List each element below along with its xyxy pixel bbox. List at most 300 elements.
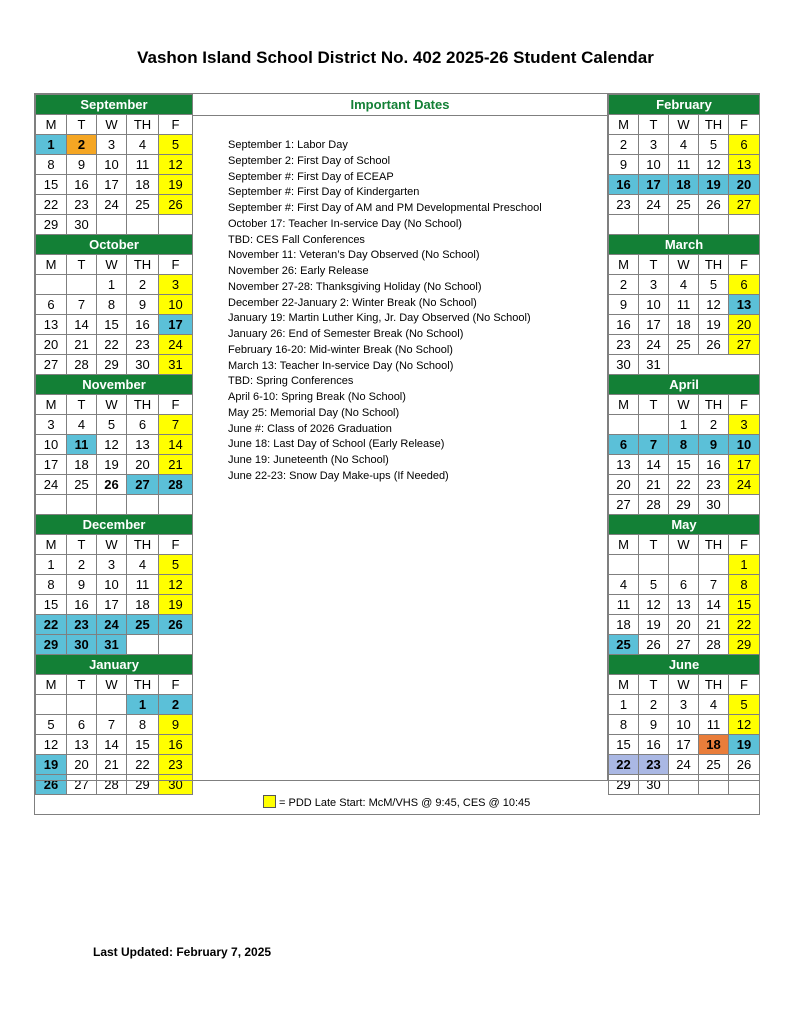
day-cell: 23 [127, 335, 159, 355]
day-cell: 26 [159, 195, 193, 215]
weekday-label: M [609, 535, 639, 555]
left-month-column [35, 94, 193, 795]
page-title: Vashon Island School District No. 402 2025-26 Student Calendar [137, 48, 654, 67]
week-row [609, 155, 760, 175]
week-row [36, 435, 193, 455]
week-row [36, 635, 193, 655]
day-cell [639, 555, 669, 575]
weekday-label: F [729, 395, 760, 415]
day-cell: 17 [36, 455, 67, 475]
day-cell: 6 [729, 135, 760, 155]
weekday-label: TH [699, 255, 729, 275]
day-cell: 22 [36, 615, 67, 635]
day-cell: 18 [669, 175, 699, 195]
weekday-label: T [639, 115, 669, 135]
day-cell: 8 [127, 715, 159, 735]
day-cell: 19 [639, 615, 669, 635]
day-cell: 28 [97, 775, 127, 795]
day-cell: 15 [97, 315, 127, 335]
week-row [36, 295, 193, 315]
day-cell: 23 [67, 615, 97, 635]
month-header-january: January [36, 655, 193, 675]
important-date-item: TBD: CES Fall Conferences [228, 233, 365, 246]
week-row [609, 475, 760, 495]
day-cell: 13 [36, 315, 67, 335]
important-date-item: February 16-20: Mid-winter Break (No School) [228, 343, 453, 356]
day-cell: 14 [639, 455, 669, 475]
important-date-item: May 25: Memorial Day (No School) [228, 406, 400, 419]
day-cell: 12 [729, 715, 760, 735]
day-cell: 21 [699, 615, 729, 635]
day-cell: 2 [609, 275, 639, 295]
weekday-label: M [36, 115, 67, 135]
day-cell: 27 [729, 335, 760, 355]
important-date-item: September #: First Day of AM and PM Developmental Preschool [228, 202, 542, 214]
important-date-item: November 27-28: Thanksgiving Holiday (No School) [228, 280, 482, 293]
day-cell [609, 415, 639, 435]
day-cell: 17 [639, 315, 669, 335]
day-cell: 1 [729, 555, 760, 575]
weekday-label: T [639, 395, 669, 415]
week-row [36, 475, 193, 495]
day-cell: 31 [159, 355, 193, 375]
day-cell: 26 [159, 615, 193, 635]
weekday-label: M [609, 395, 639, 415]
important-dates-list [228, 138, 542, 485]
weekday-label: W [669, 115, 699, 135]
day-cell [97, 215, 127, 235]
day-cell: 16 [159, 735, 193, 755]
week-row [609, 415, 760, 435]
day-cell: 3 [639, 275, 669, 295]
day-cell: 7 [699, 575, 729, 595]
day-cell: 22 [729, 615, 760, 635]
week-row [609, 695, 760, 715]
day-cell: 1 [36, 555, 67, 575]
day-cell: 22 [669, 475, 699, 495]
day-cell: 26 [729, 755, 760, 775]
day-cell: 25 [699, 755, 729, 775]
day-cell: 6 [127, 415, 159, 435]
week-row [609, 595, 760, 615]
week-row [609, 315, 760, 335]
day-cell: 23 [609, 195, 639, 215]
week-row [36, 135, 193, 155]
day-cell: 29 [729, 635, 760, 655]
month-header-october: October [36, 235, 193, 255]
day-cell: 6 [36, 295, 67, 315]
weekday-label: F [159, 535, 193, 555]
day-cell: 5 [97, 415, 127, 435]
day-cell: 9 [699, 435, 729, 455]
week-row [609, 575, 760, 595]
week-row [609, 295, 760, 315]
day-cell: 25 [67, 475, 97, 495]
day-cell [669, 215, 699, 235]
day-cell: 5 [699, 135, 729, 155]
weekday-label: T [639, 535, 669, 555]
day-cell: 12 [159, 575, 193, 595]
important-date-item: September 1: Labor Day [228, 139, 348, 151]
weekday-label: W [97, 675, 127, 695]
day-cell: 4 [699, 695, 729, 715]
day-cell: 21 [159, 455, 193, 475]
important-date-item: September #: First Day of ECEAP [228, 170, 394, 183]
day-cell: 4 [67, 415, 97, 435]
important-date-item: November 26: Early Release [228, 265, 369, 277]
day-cell: 24 [669, 755, 699, 775]
day-cell: 17 [729, 455, 760, 475]
day-cell: 25 [669, 335, 699, 355]
week-row [609, 195, 760, 215]
day-cell: 20 [609, 475, 639, 495]
day-cell: 14 [699, 595, 729, 615]
week-row [609, 735, 760, 755]
day-cell: 7 [67, 295, 97, 315]
day-cell: 25 [127, 195, 159, 215]
weekday-label: TH [127, 395, 159, 415]
day-cell: 4 [127, 135, 159, 155]
day-cell [609, 215, 639, 235]
day-cell: 1 [609, 695, 639, 715]
day-cell: 30 [67, 635, 97, 655]
weekday-label: F [729, 535, 760, 555]
day-cell: 27 [67, 775, 97, 795]
day-cell: 1 [127, 695, 159, 715]
day-cell: 15 [669, 455, 699, 475]
day-cell: 30 [127, 355, 159, 375]
day-cell: 5 [159, 555, 193, 575]
legend-row [35, 780, 759, 815]
week-row [36, 735, 193, 755]
important-date-item: January 26: End of Semester Break (No School) [228, 328, 464, 340]
day-cell: 10 [97, 575, 127, 595]
day-cell: 22 [127, 755, 159, 775]
weekday-label: W [669, 255, 699, 275]
important-date-item: November 11: Veteran’s Day Observed (No School) [228, 249, 480, 262]
week-row [36, 335, 193, 355]
day-cell: 5 [159, 135, 193, 155]
day-cell: 6 [609, 435, 639, 455]
day-cell: 18 [127, 175, 159, 195]
day-cell: 24 [36, 475, 67, 495]
important-dates-panel [192, 94, 608, 780]
day-cell: 19 [729, 735, 760, 755]
day-cell: 9 [609, 295, 639, 315]
day-cell: 18 [699, 735, 729, 755]
day-cell: 13 [729, 295, 760, 315]
day-cell: 14 [97, 735, 127, 755]
week-row [609, 135, 760, 155]
month-header-march: March [609, 235, 760, 255]
week-row [609, 635, 760, 655]
day-cell: 8 [609, 715, 639, 735]
day-cell: 2 [127, 275, 159, 295]
weekday-label: T [67, 255, 97, 275]
weekday-label: TH [127, 115, 159, 135]
day-cell: 2 [699, 415, 729, 435]
day-cell: 28 [67, 355, 97, 375]
weekday-label: M [609, 675, 639, 695]
day-cell: 10 [97, 155, 127, 175]
month-header-june: June [609, 655, 760, 675]
day-cell [127, 215, 159, 235]
day-cell: 3 [669, 695, 699, 715]
day-cell: 9 [67, 575, 97, 595]
day-cell: 18 [67, 455, 97, 475]
weekday-label: W [669, 675, 699, 695]
weekday-label: TH [699, 675, 729, 695]
important-date-item: January 19: Martin Luther King, Jr. Day Observed (No School) [228, 312, 531, 325]
day-cell: 12 [699, 295, 729, 315]
weekday-label: M [609, 115, 639, 135]
day-cell [67, 275, 97, 295]
month-header-november: November [36, 375, 193, 395]
day-cell: 17 [159, 315, 193, 335]
day-cell: 17 [669, 735, 699, 755]
day-cell: 15 [609, 735, 639, 755]
day-cell: 19 [97, 455, 127, 475]
day-cell: 16 [609, 315, 639, 335]
week-row [36, 755, 193, 775]
day-cell: 24 [97, 195, 127, 215]
legend [263, 795, 530, 810]
weekday-label: F [159, 255, 193, 275]
week-row [36, 195, 193, 215]
day-cell [669, 555, 699, 575]
day-cell: 25 [127, 615, 159, 635]
day-cell: 20 [67, 755, 97, 775]
weekday-label: M [609, 255, 639, 275]
day-cell: 24 [729, 475, 760, 495]
day-cell: 7 [639, 435, 669, 455]
day-cell: 3 [159, 275, 193, 295]
day-cell: 5 [729, 695, 760, 715]
day-cell: 13 [609, 455, 639, 475]
week-row [36, 215, 193, 235]
day-cell: 19 [159, 595, 193, 615]
day-cell [36, 695, 67, 715]
week-row [609, 455, 760, 475]
week-row [609, 435, 760, 455]
day-cell: 7 [159, 415, 193, 435]
day-cell: 27 [669, 635, 699, 655]
day-cell: 17 [97, 175, 127, 195]
weekday-label: T [67, 115, 97, 135]
day-cell: 4 [669, 135, 699, 155]
day-cell: 10 [729, 435, 760, 455]
day-cell: 9 [127, 295, 159, 315]
day-cell: 10 [159, 295, 193, 315]
day-cell: 1 [669, 415, 699, 435]
weekday-label: W [97, 535, 127, 555]
day-cell: 7 [97, 715, 127, 735]
day-cell [36, 495, 67, 515]
day-cell: 13 [669, 595, 699, 615]
day-cell: 29 [127, 775, 159, 795]
day-cell [97, 695, 127, 715]
week-row [36, 495, 193, 515]
day-cell: 8 [36, 575, 67, 595]
day-cell: 29 [609, 775, 639, 795]
day-cell: 24 [159, 335, 193, 355]
day-cell: 27 [127, 475, 159, 495]
week-row [36, 155, 193, 175]
day-cell [729, 215, 760, 235]
day-cell: 18 [127, 595, 159, 615]
day-cell: 16 [699, 455, 729, 475]
day-cell: 8 [97, 295, 127, 315]
day-cell: 26 [36, 775, 67, 795]
day-cell: 6 [67, 715, 97, 735]
day-cell: 28 [699, 635, 729, 655]
day-cell: 26 [699, 335, 729, 355]
week-row [609, 715, 760, 735]
day-cell [159, 495, 193, 515]
day-cell: 2 [67, 555, 97, 575]
day-cell: 11 [127, 155, 159, 175]
day-cell: 30 [699, 495, 729, 515]
weekday-label: TH [127, 675, 159, 695]
day-cell: 8 [36, 155, 67, 175]
day-cell: 28 [159, 475, 193, 495]
day-cell: 16 [609, 175, 639, 195]
month-header-april: April [609, 375, 760, 395]
day-cell: 26 [699, 195, 729, 215]
day-cell: 13 [67, 735, 97, 755]
day-cell: 20 [127, 455, 159, 475]
day-cell: 11 [67, 435, 97, 455]
day-cell: 4 [609, 575, 639, 595]
weekday-label: M [36, 675, 67, 695]
week-row [609, 275, 760, 295]
day-cell: 2 [67, 135, 97, 155]
important-date-item: October 17: Teacher In-service Day (No School) [228, 217, 462, 230]
weekday-label: TH [699, 115, 729, 135]
day-cell: 6 [729, 275, 760, 295]
day-cell: 15 [127, 735, 159, 755]
day-cell [36, 275, 67, 295]
right-month-column [608, 94, 760, 795]
day-cell: 9 [639, 715, 669, 735]
legend-text: = PDD Late Start: McM/VHS @ 9:45, CES @ 10:45 [279, 797, 531, 809]
day-cell: 11 [669, 155, 699, 175]
day-cell: 9 [67, 155, 97, 175]
day-cell: 13 [729, 155, 760, 175]
day-cell: 17 [639, 175, 669, 195]
day-cell: 29 [36, 215, 67, 235]
day-cell: 19 [699, 175, 729, 195]
day-cell: 3 [97, 135, 127, 155]
day-cell: 11 [669, 295, 699, 315]
day-cell: 3 [36, 415, 67, 435]
day-cell: 3 [97, 555, 127, 575]
day-cell [67, 495, 97, 515]
day-cell: 5 [699, 275, 729, 295]
week-row [36, 615, 193, 635]
week-row [36, 695, 193, 715]
weekday-label: TH [699, 395, 729, 415]
week-row [36, 355, 193, 375]
day-cell: 24 [639, 195, 669, 215]
day-cell [127, 495, 159, 515]
weekday-label: M [36, 535, 67, 555]
month-header-september: September [36, 95, 193, 115]
day-cell [159, 215, 193, 235]
day-cell: 19 [36, 755, 67, 775]
day-cell: 11 [699, 715, 729, 735]
day-cell [699, 555, 729, 575]
week-row [609, 495, 760, 515]
week-row [36, 275, 193, 295]
weekday-label: T [67, 535, 97, 555]
day-cell: 17 [97, 595, 127, 615]
weekday-label: TH [127, 535, 159, 555]
week-row [36, 415, 193, 435]
important-date-item: June 18: Last Day of School (Early Release) [228, 438, 445, 451]
day-cell: 20 [729, 175, 760, 195]
day-cell: 12 [699, 155, 729, 175]
day-cell: 22 [36, 195, 67, 215]
week-row [36, 595, 193, 615]
day-cell: 10 [36, 435, 67, 455]
day-cell [729, 495, 760, 515]
week-row [609, 335, 760, 355]
yellow-swatch-icon [263, 795, 276, 808]
day-cell: 26 [97, 475, 127, 495]
day-cell: 16 [67, 175, 97, 195]
day-cell: 12 [159, 155, 193, 175]
week-row [36, 575, 193, 595]
day-cell: 24 [97, 615, 127, 635]
important-dates-heading: Important Dates [193, 94, 607, 116]
weekday-label: M [36, 395, 67, 415]
day-cell: 12 [97, 435, 127, 455]
week-row [36, 555, 193, 575]
day-cell: 8 [729, 575, 760, 595]
day-cell: 18 [609, 615, 639, 635]
day-cell: 14 [67, 315, 97, 335]
weekday-label: M [36, 255, 67, 275]
weekday-label: W [669, 395, 699, 415]
month-header-december: December [36, 515, 193, 535]
day-cell: 21 [639, 475, 669, 495]
empty-cell [669, 355, 760, 375]
day-cell [127, 635, 159, 655]
important-date-item: March 13: Teacher In-service Day (No School) [228, 359, 454, 372]
week-row [36, 715, 193, 735]
day-cell [639, 415, 669, 435]
day-cell: 20 [36, 335, 67, 355]
day-cell: 14 [159, 435, 193, 455]
weekday-label: F [159, 395, 193, 415]
month-header-may: May [609, 515, 760, 535]
week-row [609, 355, 760, 375]
weekday-label: F [729, 115, 760, 135]
day-cell: 21 [97, 755, 127, 775]
weekday-label: F [159, 675, 193, 695]
day-cell: 22 [97, 335, 127, 355]
day-cell: 27 [36, 355, 67, 375]
day-cell: 12 [639, 595, 669, 615]
week-row [609, 215, 760, 235]
day-cell: 5 [36, 715, 67, 735]
day-cell: 11 [127, 575, 159, 595]
weekday-label: W [97, 115, 127, 135]
day-cell: 23 [67, 195, 97, 215]
weekday-label: T [67, 675, 97, 695]
weekday-label: TH [699, 535, 729, 555]
